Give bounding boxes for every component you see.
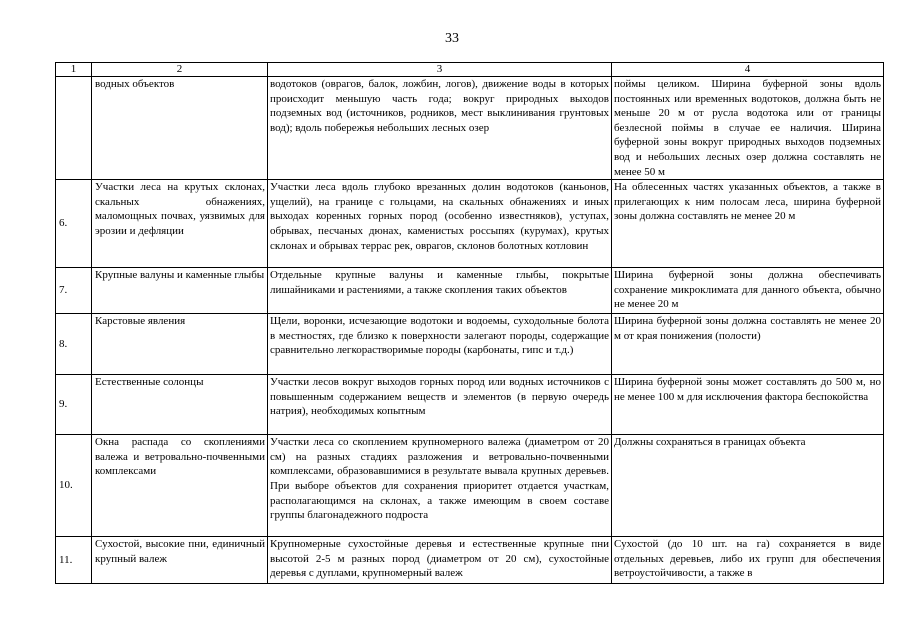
row-number: 11. bbox=[56, 537, 92, 584]
description-cell: Отдельные крупные валуны и каменные глыбы, покрытые лишайниками и растениями, а также скопления таких объектов bbox=[268, 268, 612, 314]
object-name-cell: Участки леса на крутых склонах, скальных обнажениях, маломощных почвах, уязвимых для эрозии и дефляции bbox=[92, 180, 268, 268]
object-name-cell: Карстовые явления bbox=[92, 314, 268, 375]
object-name-cell: водных объектов bbox=[92, 77, 268, 180]
header-cell-2: 2 bbox=[92, 63, 268, 77]
content-table bbox=[55, 62, 884, 584]
page-number: 33 bbox=[445, 31, 459, 46]
table-row bbox=[56, 314, 884, 375]
table-row bbox=[56, 435, 884, 537]
row-number: 6. bbox=[56, 180, 92, 268]
description-cell: Участки лесов вокруг выходов горных пород или водных источников с повышенным содержанием веществ и элементов (в первую очередь натрия), необходимых копытным bbox=[268, 375, 612, 435]
description-cell: Участки леса вдоль глубоко врезанных долин водотоков (каньонов, ущелий), на границе с гольцами, на скальных обнажениях и иных выходах коренных горных пород (особенно известняков), уступах, обрывах, песчаных дюнах, каменистых россыпях (курумах), крутых склонах и обрывах террас рек, оврагов, склонов болотных котловин bbox=[268, 180, 612, 268]
description-cell: Крупномерные сухостойные деревья и естественные крупные пни высотой 2-5 м разных пород (диаметром от 20 см), сухостойные деревья с дуплами, крупномерный валеж bbox=[268, 537, 612, 584]
row-number: 7. bbox=[56, 268, 92, 314]
requirement-cell: Ширина буферной зоны может составлять до 500 м, но не менее 100 м для исключения фактора беспокойства bbox=[612, 375, 884, 435]
table-row bbox=[56, 77, 884, 180]
requirement-cell: поймы целиком. Ширина буферной зоны вдоль постоянных или временных водотоков, должна быть не меньше 20 м от русла водотока или от границы безлесной поймы в случае ее наличия. Ширина буферной зоны вокруг природных выходов подземных вод и небольших лесных озер должна составлять не менее 50 м bbox=[612, 77, 884, 180]
description-cell: водотоков (оврагов, балок, ложбин, логов), движение воды в которых происходит меньшую часть года; вокруг природных выходов подземных вод (источников, родников, мест выклинивания грунтовых вод); вдоль побережья небольших лесных озер bbox=[268, 77, 612, 180]
header-cell-1: 1 bbox=[56, 63, 92, 77]
requirement-cell: Сухостой (до 10 шт. на га) сохраняется в виде отдельных деревьев, либо их групп для обеспечения ветроустойчивости, а также в bbox=[612, 537, 884, 584]
requirement-cell: Ширина буферной зоны должна обеспечивать сохранение микроклимата для данного объекта, обычно не менее 20 м bbox=[612, 268, 884, 314]
row-number: 10. bbox=[56, 435, 92, 537]
table-row bbox=[56, 375, 884, 435]
row-number bbox=[56, 77, 92, 180]
object-name-cell: Сухостой, высокие пни, единичный крупный валеж bbox=[92, 537, 268, 584]
requirement-cell: Ширина буферной зоны должна составлять не менее 20 м от края понижения (полости) bbox=[612, 314, 884, 375]
table-row bbox=[56, 537, 884, 584]
header-cell-4: 4 bbox=[612, 63, 884, 77]
object-name-cell: Естественные солонцы bbox=[92, 375, 268, 435]
table-row bbox=[56, 180, 884, 268]
requirement-cell: Должны сохраняться в границах объекта bbox=[612, 435, 884, 537]
description-cell: Участки леса со скоплением крупномерного валежа (диаметром от 20 см) на разных стадиях разложения и ветровально-почвенными комплексами, образовавшимися в результате вывала крупных деревьев. При выборе объектов для сохранения приоритет отдается участкам, располагающимся на склонах, а также имеющим в своем составе группы благонадежного подроста bbox=[268, 435, 612, 537]
object-name-cell: Крупные валуны и каменные глыбы bbox=[92, 268, 268, 314]
table-header-row bbox=[56, 63, 884, 77]
description-cell: Щели, воронки, исчезающие водотоки и водоемы, суходольные болота в местностях, где близко к поверхности залегают породы, содержащие сравнительно легкорастворимые породы (карбонаты, гипс и т.д.) bbox=[268, 314, 612, 375]
object-name-cell: Окна распада со скоплениями валежа и ветровально-почвенными комплексами bbox=[92, 435, 268, 537]
row-number: 9. bbox=[56, 375, 92, 435]
requirement-cell: На облесенных частях указанных объектов, а также в прилегающих к ним полосам леса, ширина буферной зоны должна составлять не менее 20 м bbox=[612, 180, 884, 268]
header-cell-3: 3 bbox=[268, 63, 612, 77]
row-number: 8. bbox=[56, 314, 92, 375]
table-row bbox=[56, 268, 884, 314]
